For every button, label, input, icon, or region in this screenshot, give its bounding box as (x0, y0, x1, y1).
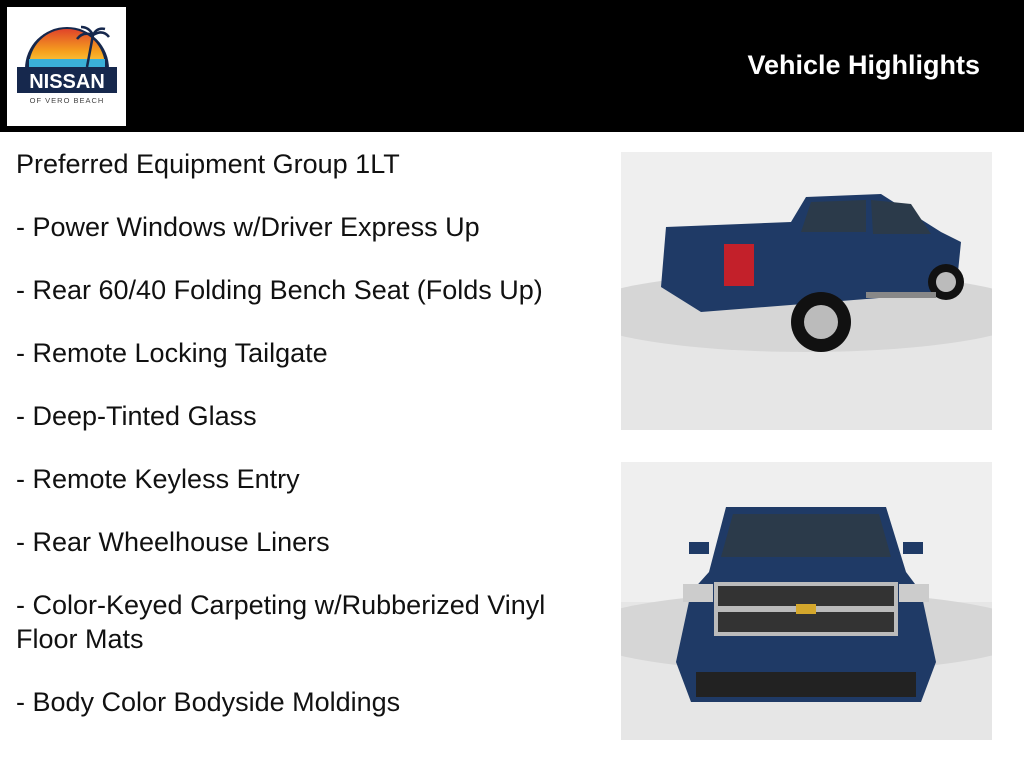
feature-item: - Power Windows w/Driver Express Up (16, 212, 480, 242)
feature-item: - Rear Wheelhouse Liners (16, 527, 330, 557)
feature-item: - Deep-Tinted Glass (16, 401, 257, 431)
feature-list (16, 147, 576, 748)
feature-item: Preferred Equipment Group 1LT (16, 149, 400, 179)
vehicle-photo-rear[interactable] (621, 152, 992, 430)
feature-item: - Rear 60/40 Folding Bench Seat (Folds Up) (16, 275, 543, 305)
page-title: Vehicle Highlights (747, 50, 980, 80)
feature-item: - Remote Keyless Entry (16, 464, 300, 494)
dealer-logo[interactable] (7, 7, 126, 126)
feature-item: - Remote Locking Tailgate (16, 338, 328, 368)
header (0, 0, 1024, 132)
feature-item: - Color-Keyed Carpeting w/Rubberized Vinyl Floor Mats (16, 590, 546, 654)
vehicle-photo-front[interactable] (621, 462, 992, 740)
logo-subtext: OF VERO BEACH (29, 96, 105, 105)
feature-item: - Body Color Bodyside Moldings (16, 687, 401, 717)
logo-text: NISSAN (29, 71, 105, 93)
